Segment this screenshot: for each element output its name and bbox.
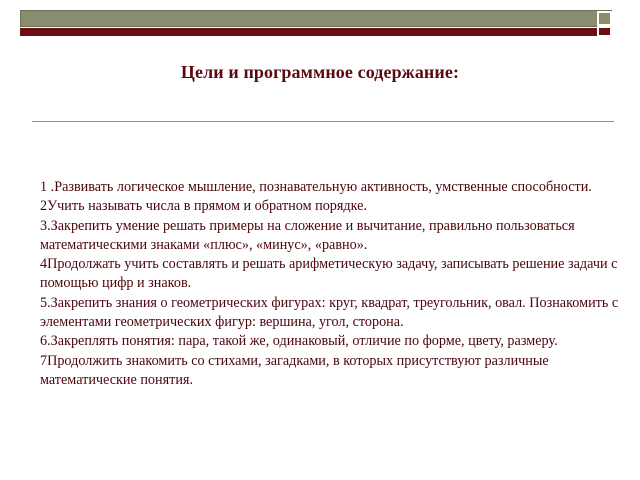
header-band-maroon [20, 28, 612, 36]
header-square-bottom [597, 26, 612, 37]
slide-title: Цели и программное содержание: [180, 62, 460, 82]
goal-item-7: 7Продолжить знакомить со стихами, загадками, в которых присутствуют различные математические понятия. [40, 352, 549, 388]
goal-item-2: 2Учить называть числа в прямом и обратном порядке. [40, 198, 368, 215]
goal-item-3: 3.Закрепить умение решать примеры на сложение и вычитание, правильно пользоваться математическими знаками «плюс», «минус», «равно». [40, 217, 575, 253]
goal-item-6: 6.Закреплять понятия: пара, такой же, одинаковый, отличие по форме, цвету, размеру. [40, 333, 558, 350]
goal-item-4: 4Продолжать учить составлять и решать арифметическую задачу, записывать решение задачи с помощью цифр и знаков. [40, 256, 618, 292]
title-divider [32, 121, 614, 122]
header-square-top [597, 11, 612, 26]
header-band-olive [20, 10, 612, 27]
goal-item-5: 5.Закрепить знания о геометрических фигурах: круг, квадрат, треугольник, овал. Познакомить с элементами геометрических фигур: вершина, угол, сторона. [40, 294, 619, 331]
goal-item-1: 1 .Развивать логическое мышление, познавательную активность, умственные способности. [40, 179, 592, 195]
goals-list [40, 178, 620, 390]
